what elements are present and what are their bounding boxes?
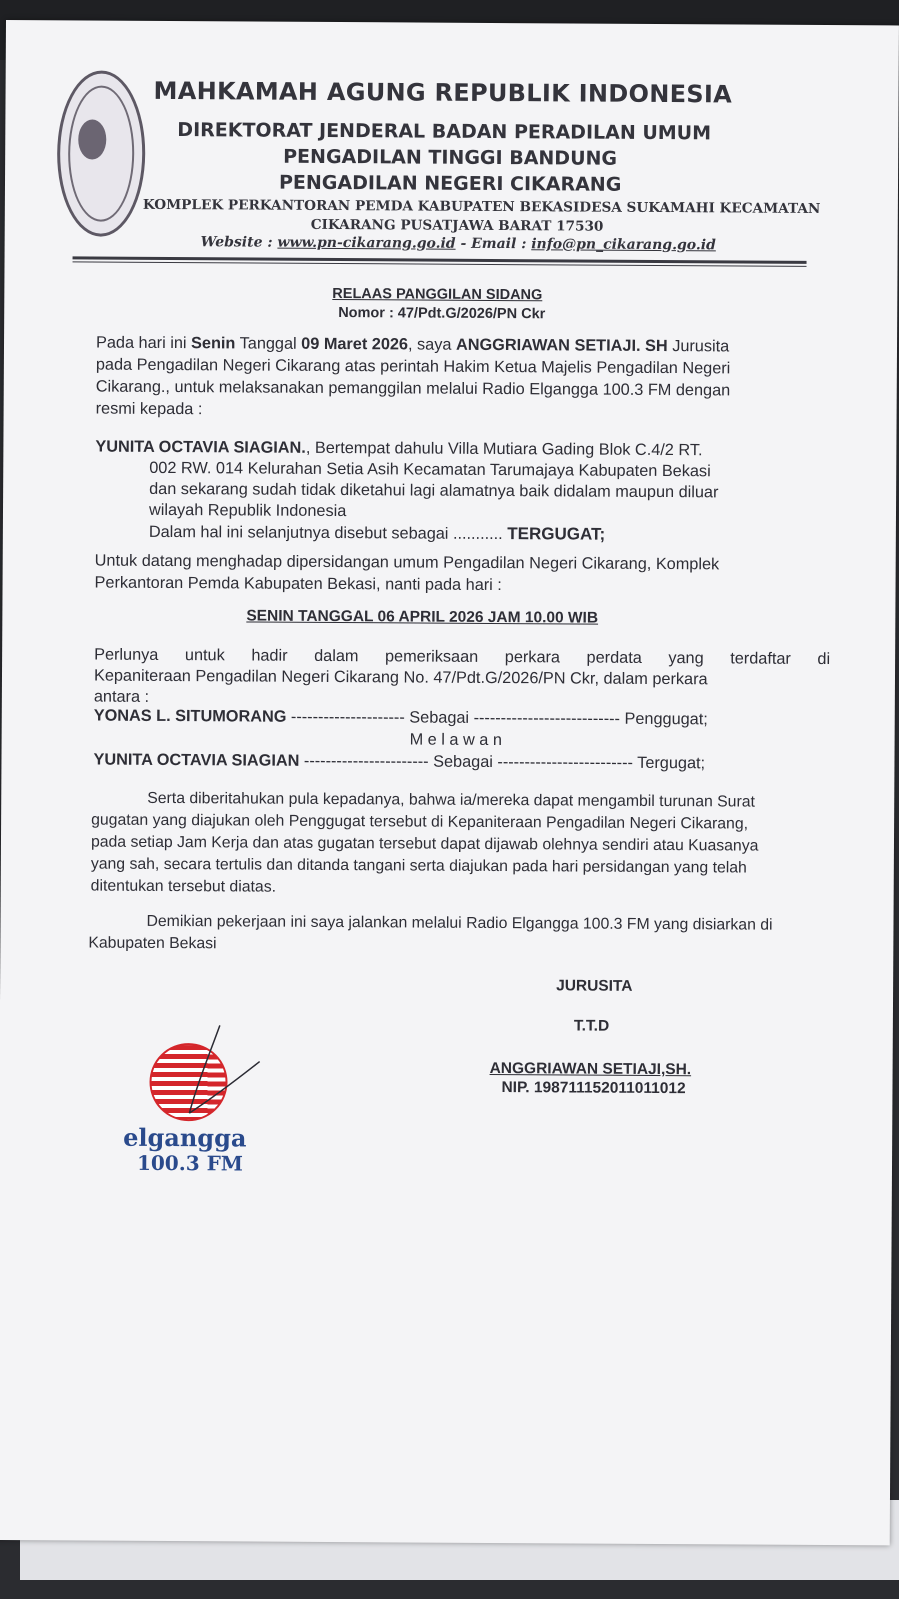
signature-ttd: T.T.D: [573, 1017, 610, 1035]
para1-line1: [96, 333, 729, 358]
recipient-name: YUNITA OCTAVIA SIAGIAN.: [95, 437, 306, 457]
plaintiff-name: YONAS L. SITUMORANG: [93, 706, 287, 726]
para1-text-c: , saya: [407, 335, 452, 354]
hearing-date: SENIN TANGGAL 06 APRIL 2026 JAM 10.00 WIB: [246, 607, 599, 627]
para1-line2: pada Pengadilan Negeri Cikarang atas perintah Hakim Ketua Majelis Pengadilan Negeri: [95, 355, 731, 378]
recipient-line3: dan sekarang sudah tidak diketahui lagi alamatnya baik didalam maupun diluar: [149, 479, 719, 502]
document-number: Nomor : 47/Pdt.G/2026/PN Ckr: [338, 305, 546, 323]
defendant-sebagai: ----------------------- Sebagai -------------------------: [303, 751, 634, 772]
para5-line2: Kabupaten Bekasi: [88, 934, 217, 953]
recipient-designation-text: Dalam hal ini selanjutnya disebut sebagai ...........: [148, 522, 503, 544]
plaintiff-role: Penggugat;: [624, 709, 708, 729]
para1-officer: ANGGRIAWAN SETIAJI. SH: [455, 335, 668, 356]
recipient-line5: [149, 521, 605, 546]
signature-name: ANGGRIAWAN SETIAJI,SH.: [489, 1059, 692, 1079]
para4-line3: pada setiap Jam Kerja dan atas gugatan tersebut dapat dijawab olehnya sendiri atau Kuasanya: [90, 833, 759, 855]
document-page: [0, 20, 899, 1545]
para4-line1: Serta diberitahukan pula kepadanya, bahwa ia/mereka dapat mengambil turunan Surat: [147, 789, 755, 811]
website-label: Website :: [200, 234, 273, 251]
para4-line5: ditentukan tersebut diatas.: [90, 877, 277, 896]
header-address2: CIKARANG PUSATJAWA BARAT 17530: [310, 216, 604, 235]
header-line1: MAHKAMAH AGUNG REPUBLIK INDONESIA: [153, 76, 733, 109]
recipient-line2: 002 RW. 014 Kelurahan Setia Asih Kecamatan Tarumajaya Kabupaten Bekasi: [149, 458, 711, 481]
para1-text-b: Tanggal: [239, 334, 297, 353]
header-contact: [201, 234, 716, 253]
defendant-name: YUNITA OCTAVIA SIAGIAN: [93, 750, 300, 770]
para2-line2: Perkantoran Pemda Kabupaten Bekasi, nanti pada hari :: [94, 573, 502, 595]
plaintiff-sebagai: --------------------- Sebagai ---------------------------: [290, 707, 621, 728]
recipient-text: , Bertempat dahulu Villa Mutiara Gading Blok C.4/2 RT.: [305, 438, 703, 460]
defendant-row: [93, 750, 705, 775]
email-label: - Email :: [460, 235, 527, 253]
website-link[interactable]: www.pn-cikarang.go.id: [277, 234, 456, 252]
seal-emblem: [78, 119, 106, 159]
para1-date: 09 Maret 2026: [301, 334, 409, 354]
header-line2: DIREKTORAT JENDERAL BADAN PERADILAN UMUM: [177, 119, 712, 145]
para5-line1: Demikian pekerjaan ini saya jalankan melalui Radio Elgangga 100.3 FM yang disiarkan di: [146, 912, 773, 934]
signature-role: JURUSITA: [556, 977, 633, 995]
para3-line2: Kepaniteraan Pengadilan Negeri Cikarang No. 47/Pdt.G/2026/PN Ckr, dalam perkara: [93, 666, 708, 689]
email-link[interactable]: info@pn_cikarang.go.id: [531, 236, 716, 254]
plaintiff-row: [94, 706, 708, 731]
header-line4: PENGADILAN NEGERI CIKARANG: [278, 171, 622, 196]
para1-line4: resmi kepada :: [95, 399, 203, 419]
para4-line2: gugatan yang diajukan oleh Penggugat tersebut di Kepaniteraan Pengadilan Negeri Cikarang,: [91, 811, 749, 833]
court-seal-logo: [57, 70, 146, 237]
para1-text-a: Pada hari ini: [95, 333, 187, 353]
signature-nip: NIP. 198711152011011012: [501, 1079, 686, 1098]
logo-stroke: [149, 1013, 270, 1124]
para1-line3: Cikarang., untuk melaksanakan pemanggilan melalui Radio Elgangga 100.3 FM dengan: [95, 377, 731, 400]
para1-text-d: Jurusita: [672, 337, 730, 356]
logo-frequency: 100.3 FM: [136, 1150, 244, 1176]
para3-line1: Perlunya untuk hadir dalam pemeriksaan perkara perdata yang terdaftar di: [94, 645, 831, 669]
header-line3: PENGADILAN TINGGI BANDUNG: [283, 145, 618, 170]
versus-label: M e l a w a n: [409, 730, 502, 750]
para3-line3: antara :: [93, 687, 150, 706]
para1-day: Senin: [191, 334, 236, 353]
para4-line4: yang sah, secara tertulis dan ditanda tangani serta diajukan pada hari persidangan yang telah: [90, 855, 747, 877]
recipient-role: TERGUGAT;: [507, 524, 606, 544]
recipient-line4: wilayah Republik Indonesia: [148, 500, 347, 521]
para2-line1: Untuk datang menghadap dipersidangan umum Pengadilan Negeri Cikarang, Komplek: [94, 551, 720, 574]
document-title: RELAAS PANGGILAN SIDANG: [332, 285, 543, 304]
defendant-role: Tergugat;: [637, 753, 706, 773]
logo-name: elgangga: [123, 1122, 247, 1153]
header-address1: KOMPLEK PERKANTORAN PEMDA KABUPATEN BEKASIDESA SUKAMAHI KECAMATAN: [142, 196, 821, 217]
